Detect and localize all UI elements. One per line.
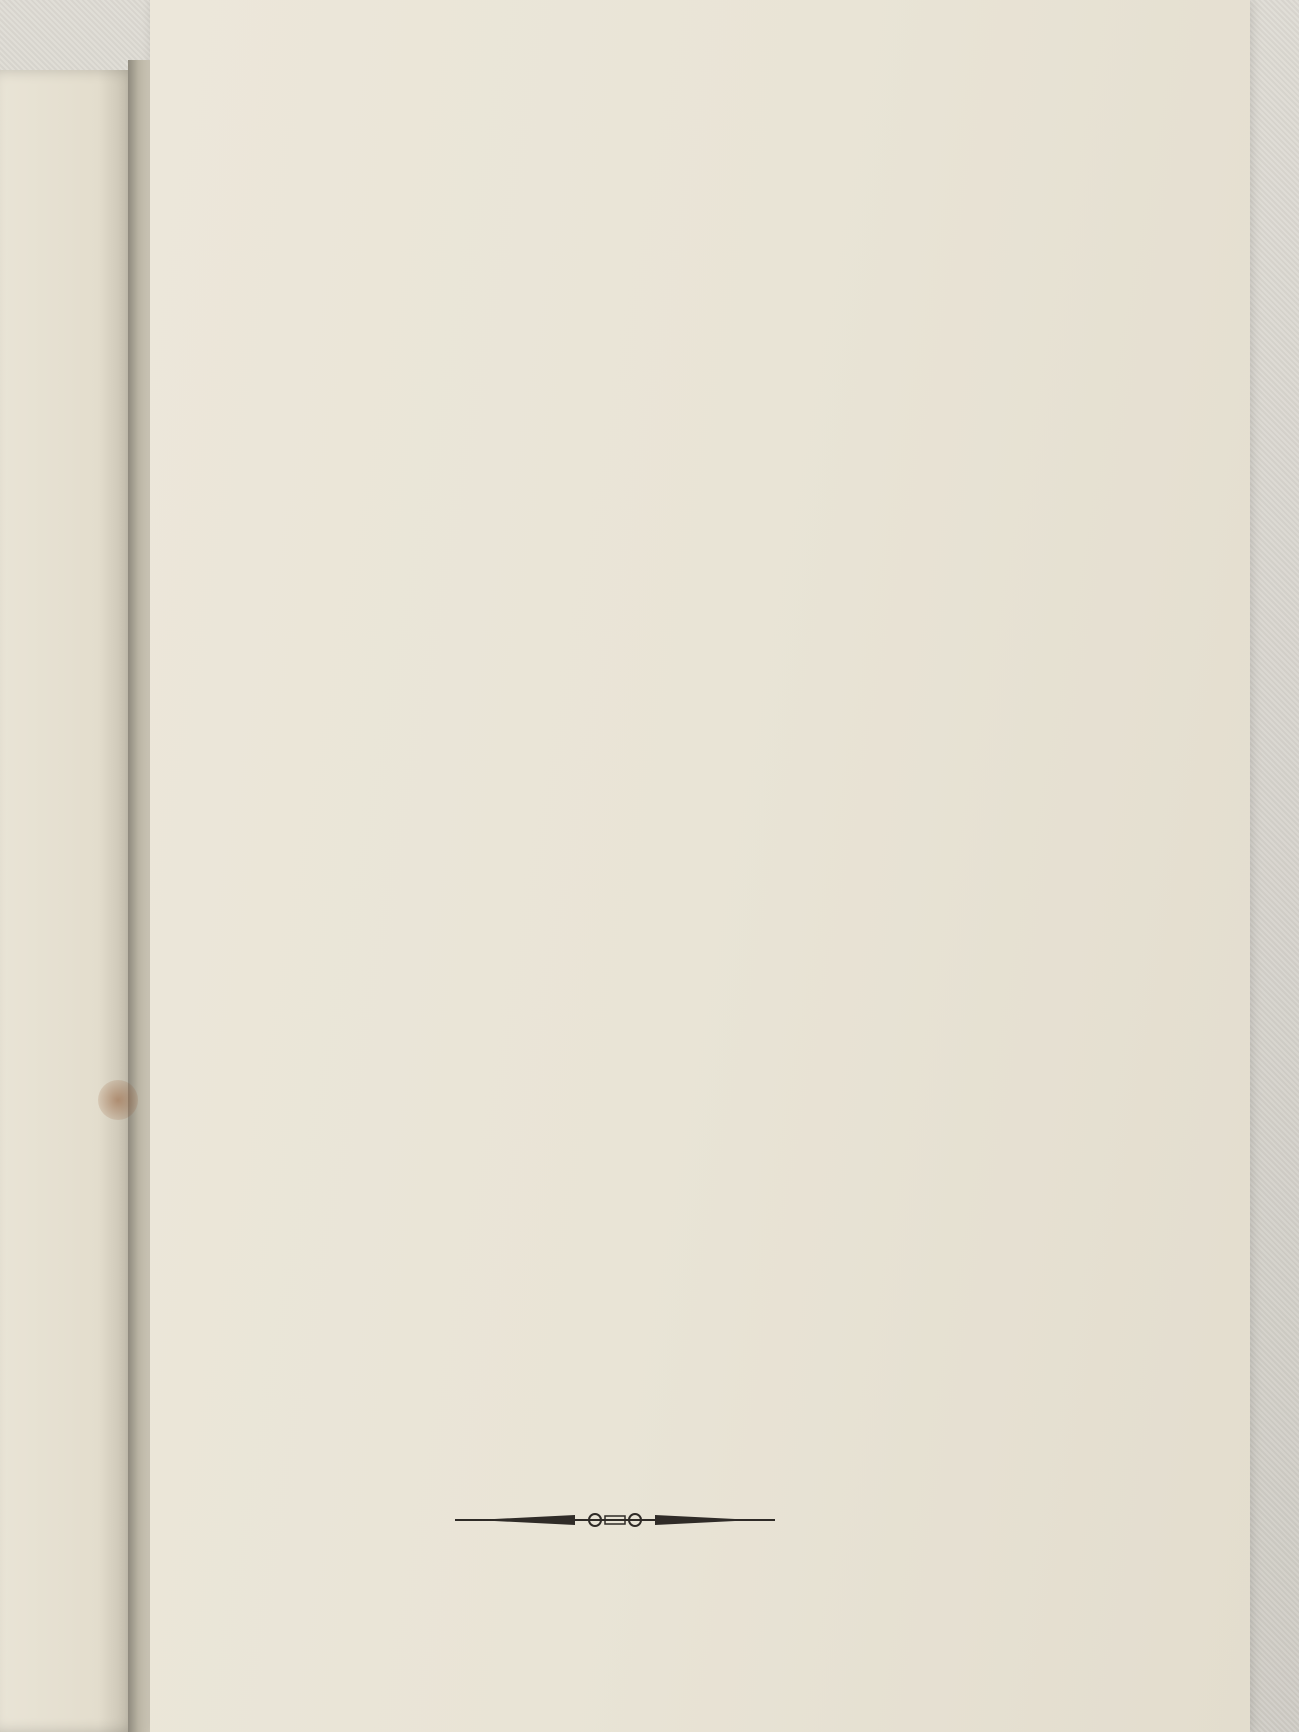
toc-top-entries [150, 0, 1247, 223]
ornament-divider [455, 1508, 775, 1532]
left-page [0, 70, 140, 1732]
page-stain [98, 1080, 138, 1120]
right-page [150, 0, 1250, 1732]
